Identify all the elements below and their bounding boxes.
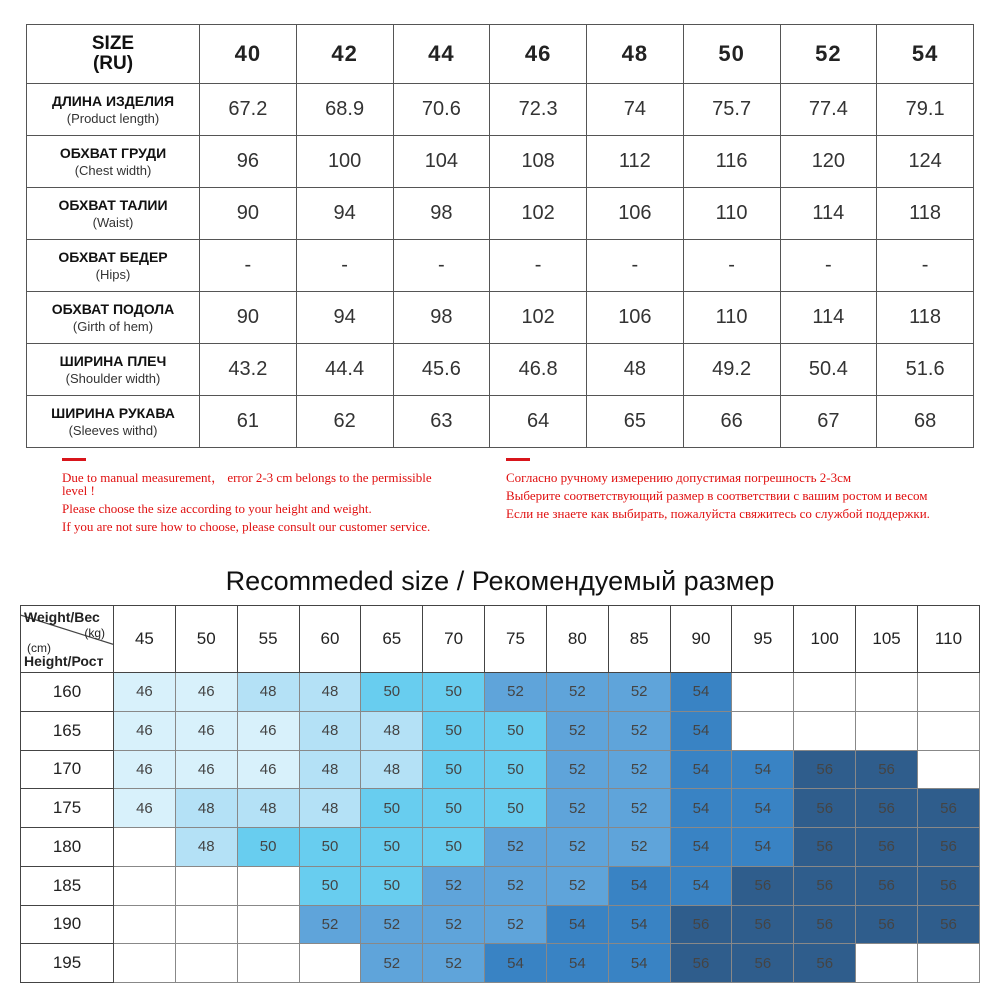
- recommended-size-cell: 50: [423, 828, 485, 867]
- recommended-size-cell: [917, 944, 979, 983]
- recommended-size-cell: 56: [794, 944, 856, 983]
- height-row-header: 180: [21, 828, 114, 867]
- measurement-value: 44.4: [296, 344, 393, 396]
- measurement-name-en: (Girth of hem): [72, 319, 154, 334]
- note-line: Если не знаете как выбирать, пожалуйста свяжитесь со службой поддержки.: [506, 506, 930, 521]
- recommended-size-cell: [237, 944, 299, 983]
- recommended-size-cell: [299, 944, 361, 983]
- size-col-header: 50: [683, 25, 780, 84]
- recommended-size-cell: [794, 673, 856, 712]
- measurement-value: 114: [780, 292, 877, 344]
- recommended-size-cell: 52: [423, 944, 485, 983]
- recommended-size-cell: 50: [361, 828, 423, 867]
- measurement-value: 46.8: [490, 344, 587, 396]
- recommended-size-cell: 52: [608, 789, 670, 828]
- recommended-size-cell: 50: [423, 673, 485, 712]
- recommended-size-cell: 52: [546, 750, 608, 789]
- measurement-name-ru: ОБХВАТ БЕДЕР: [58, 249, 168, 265]
- measurement-value: -: [683, 240, 780, 292]
- recommended-size-cell: 52: [546, 789, 608, 828]
- weight-axis-label: Weight/Вес: [24, 609, 100, 625]
- recommended-size-cell: 48: [237, 673, 299, 712]
- recommended-size-cell: 56: [856, 828, 918, 867]
- size-header-row: [27, 25, 974, 84]
- measurement-value: 120: [780, 136, 877, 188]
- recommended-size-cell: [237, 866, 299, 905]
- measurement-value: 48: [587, 344, 684, 396]
- size-col-header: 42: [296, 25, 393, 84]
- recommended-size-cell: 54: [670, 711, 732, 750]
- recommended-size-cell: 52: [546, 866, 608, 905]
- recommended-size-cell: [175, 866, 237, 905]
- measurement-row: [27, 240, 974, 292]
- measurement-label-cell: [27, 84, 200, 136]
- recommended-size-cell: 46: [114, 673, 176, 712]
- size-label: SIZE: [91, 33, 135, 54]
- accent-bar: [506, 458, 530, 461]
- recommended-size-cell: [856, 944, 918, 983]
- recommended-size-cell: 52: [361, 944, 423, 983]
- recommended-size-cell: 54: [732, 828, 794, 867]
- height-row: [21, 905, 980, 944]
- recommended-size-cell: 46: [175, 673, 237, 712]
- notes-russian: [506, 458, 956, 525]
- recommended-size-cell: 56: [917, 905, 979, 944]
- recommended-size-cell: [114, 944, 176, 983]
- height-row-header: 160: [21, 673, 114, 712]
- recommended-size-cell: 56: [670, 905, 732, 944]
- measurement-value: -: [296, 240, 393, 292]
- measurement-value: 63: [393, 396, 490, 448]
- recommended-size-cell: 54: [608, 944, 670, 983]
- recommended-size-cell: 48: [175, 789, 237, 828]
- measurement-label-cell: [27, 240, 200, 292]
- measurement-row: [27, 84, 974, 136]
- height-row-header: 195: [21, 944, 114, 983]
- size-header-cell: [27, 25, 200, 84]
- measurement-value: 65: [587, 396, 684, 448]
- recommended-size-cell: 56: [917, 866, 979, 905]
- recommended-size-cell: 54: [608, 905, 670, 944]
- measurement-value: 67: [780, 396, 877, 448]
- recommended-size-cell: 56: [794, 866, 856, 905]
- measurement-row: [27, 188, 974, 240]
- recommended-size-cell: 52: [546, 673, 608, 712]
- measurement-value: -: [587, 240, 684, 292]
- recommended-size-cell: 48: [299, 789, 361, 828]
- recommended-size-cell: 52: [485, 828, 547, 867]
- recommended-size-cell: 56: [856, 866, 918, 905]
- measurement-label-cell: [27, 136, 200, 188]
- recommended-size-cell: 48: [299, 750, 361, 789]
- height-row: [21, 711, 980, 750]
- measurement-name-en: (Product length): [66, 111, 160, 126]
- measurement-value: 104: [393, 136, 490, 188]
- recommended-table-body: [21, 673, 980, 983]
- recommended-size-cell: 50: [485, 711, 547, 750]
- measurement-value: 70.6: [393, 84, 490, 136]
- height-row: [21, 866, 980, 905]
- size-col-header: 40: [200, 25, 297, 84]
- recommended-size-cell: [175, 905, 237, 944]
- measurement-label-cell: [27, 292, 200, 344]
- size-region-label: (RU): [92, 53, 134, 74]
- recommended-size-cell: [917, 711, 979, 750]
- height-axis-label: Height/Рост: [24, 653, 104, 669]
- size-chart-table: [26, 24, 974, 448]
- recommended-size-cell: 54: [670, 828, 732, 867]
- size-col-header: 54: [877, 25, 974, 84]
- measurement-value: 66: [683, 396, 780, 448]
- recommended-size-cell: 50: [485, 789, 547, 828]
- measurement-value: 98: [393, 292, 490, 344]
- measurement-name-en: (Chest width): [74, 163, 152, 178]
- measurement-name-en: (Waist): [92, 215, 134, 230]
- height-row-header: 185: [21, 866, 114, 905]
- size-col-header: 48: [587, 25, 684, 84]
- measurement-value: 79.1: [877, 84, 974, 136]
- recommended-size-cell: 52: [608, 711, 670, 750]
- measurement-value: 67.2: [200, 84, 297, 136]
- weight-col-header: 70: [423, 606, 485, 673]
- recommended-size-table: [20, 605, 980, 983]
- recommended-size-cell: [917, 673, 979, 712]
- recommended-size-cell: 46: [175, 750, 237, 789]
- measurement-value: 102: [490, 188, 587, 240]
- measurement-value: 108: [490, 136, 587, 188]
- weight-col-header: 110: [917, 606, 979, 673]
- weight-col-header: 90: [670, 606, 732, 673]
- height-row: [21, 828, 980, 867]
- recommended-size-cell: 48: [361, 750, 423, 789]
- recommended-size-cell: 46: [237, 750, 299, 789]
- measurement-value: 90: [200, 292, 297, 344]
- height-row-header: 170: [21, 750, 114, 789]
- recommended-size-cell: 50: [299, 866, 361, 905]
- weight-col-header: 95: [732, 606, 794, 673]
- measurement-value: 50.4: [780, 344, 877, 396]
- measurement-value: 94: [296, 188, 393, 240]
- notes-english: [62, 458, 442, 538]
- recommended-size-cell: [732, 711, 794, 750]
- weight-col-header: 55: [237, 606, 299, 673]
- measurement-value: 62: [296, 396, 393, 448]
- recommended-size-cell: [917, 750, 979, 789]
- measurement-value: -: [490, 240, 587, 292]
- recommended-size-cell: 46: [114, 711, 176, 750]
- recommended-size-cell: 52: [485, 673, 547, 712]
- measurement-value: 68: [877, 396, 974, 448]
- height-row-header: 190: [21, 905, 114, 944]
- weight-col-header: 100: [794, 606, 856, 673]
- weight-col-header: 75: [485, 606, 547, 673]
- measurement-value: 124: [877, 136, 974, 188]
- recommended-size-cell: 56: [794, 789, 856, 828]
- recommended-size-cell: [114, 905, 176, 944]
- measurement-name-en: (Hips): [95, 267, 131, 282]
- recommended-size-cell: 54: [670, 866, 732, 905]
- recommended-size-cell: 56: [794, 828, 856, 867]
- recommended-size-cell: [237, 905, 299, 944]
- measurement-value: -: [393, 240, 490, 292]
- recommended-size-cell: 52: [608, 673, 670, 712]
- recommended-size-cell: 48: [175, 828, 237, 867]
- measurement-value: 75.7: [683, 84, 780, 136]
- recommended-size-cell: 50: [423, 711, 485, 750]
- recommended-title: Recommeded size / Рекомендуемый размер: [225, 566, 775, 596]
- recommended-size-cell: 50: [361, 866, 423, 905]
- recommended-size-cell: 52: [423, 905, 485, 944]
- recommended-size-cell: 48: [361, 711, 423, 750]
- recommended-size-cell: 56: [856, 750, 918, 789]
- recommended-size-cell: 56: [732, 905, 794, 944]
- recommended-size-cell: 50: [423, 789, 485, 828]
- measurement-name-en: (Sleeves withd): [68, 423, 158, 438]
- measurement-value: 112: [587, 136, 684, 188]
- measurement-value: 64: [490, 396, 587, 448]
- recommended-size-cell: 50: [361, 789, 423, 828]
- measurement-value: 102: [490, 292, 587, 344]
- measurement-value: 77.4: [780, 84, 877, 136]
- recommended-size-cell: 52: [361, 905, 423, 944]
- measurement-name-en: (Shoulder width): [65, 371, 161, 386]
- recommended-size-cell: [856, 673, 918, 712]
- measurement-label-cell: [27, 396, 200, 448]
- measurement-name-ru: ШИРИНА ПЛЕЧ: [59, 353, 167, 369]
- height-row-header: 175: [21, 789, 114, 828]
- weight-col-header: 50: [175, 606, 237, 673]
- recommended-size-cell: 50: [237, 828, 299, 867]
- measurement-row: [27, 344, 974, 396]
- weight-col-header: 65: [361, 606, 423, 673]
- weight-col-header: 105: [856, 606, 918, 673]
- measurement-value: 74: [587, 84, 684, 136]
- size-table-body: [27, 84, 974, 448]
- recommended-size-cell: 56: [917, 789, 979, 828]
- recommended-size-cell: 46: [114, 750, 176, 789]
- height-row: [21, 944, 980, 983]
- measurement-value: 110: [683, 188, 780, 240]
- recommended-size-cell: 56: [732, 866, 794, 905]
- note-line: Due to manual measurement， error 2-3 cm belongs to the permissible level !: [62, 470, 432, 498]
- measurement-name-ru: ДЛИНА ИЗДЕЛИЯ: [51, 93, 175, 109]
- recommended-size-cell: 52: [608, 750, 670, 789]
- recommended-size-cell: 56: [670, 944, 732, 983]
- measurement-value: 116: [683, 136, 780, 188]
- recommended-size-cell: 50: [361, 673, 423, 712]
- recommended-size-cell: [856, 711, 918, 750]
- recommended-size-cell: 56: [856, 789, 918, 828]
- recommended-size-cell: [175, 944, 237, 983]
- measurement-value: 43.2: [200, 344, 297, 396]
- measurement-value: 51.6: [877, 344, 974, 396]
- measurement-value: 68.9: [296, 84, 393, 136]
- recommended-size-cell: 54: [670, 750, 732, 789]
- measurement-row: [27, 292, 974, 344]
- weight-col-header: 85: [608, 606, 670, 673]
- recommended-size-cell: 54: [485, 944, 547, 983]
- recommended-size-cell: [732, 673, 794, 712]
- measurement-value: 118: [877, 188, 974, 240]
- measurement-name-ru: ШИРИНА РУКАВА: [51, 405, 175, 421]
- note-line: Выберите соответствующий размер в соответствии с вашим ростом и весом: [506, 488, 928, 503]
- recommended-size-cell: [794, 711, 856, 750]
- measurement-value: 90: [200, 188, 297, 240]
- height-unit-label: (cm): [27, 641, 51, 655]
- measurement-value: 118: [877, 292, 974, 344]
- measurement-label-cell: [27, 188, 200, 240]
- measurement-value: 114: [780, 188, 877, 240]
- corner-cell: [21, 606, 114, 673]
- recommended-size-cell: 56: [794, 905, 856, 944]
- recommended-size-cell: 54: [732, 750, 794, 789]
- recommended-size-cell: 46: [237, 711, 299, 750]
- measurement-value: -: [877, 240, 974, 292]
- recommended-size-cell: 48: [299, 711, 361, 750]
- recommended-size-cell: 56: [856, 905, 918, 944]
- measurement-value: -: [200, 240, 297, 292]
- measurement-value: 61: [200, 396, 297, 448]
- accent-bar: [62, 458, 86, 461]
- measurement-name-ru: ОБХВАТ ПОДОЛА: [51, 301, 175, 317]
- recommended-size-cell: [114, 866, 176, 905]
- measurement-name-ru: ОБХВАТ ТАЛИИ: [58, 197, 168, 213]
- weight-col-header: 80: [546, 606, 608, 673]
- recommended-size-cell: 52: [485, 866, 547, 905]
- recommended-size-cell: 52: [485, 905, 547, 944]
- note-line: Please choose the size according to your height and weight.: [62, 501, 372, 516]
- measurement-value: 72.3: [490, 84, 587, 136]
- weight-header-row: [21, 606, 980, 673]
- measurement-name-ru: ОБХВАТ ГРУДИ: [59, 145, 167, 161]
- recommended-size-cell: 56: [917, 828, 979, 867]
- recommended-size-cell: 50: [423, 750, 485, 789]
- measurement-value: 49.2: [683, 344, 780, 396]
- note-line: If you are not sure how to choose, please consult our customer service.: [62, 519, 431, 534]
- measurement-value: -: [780, 240, 877, 292]
- measurement-value: 45.6: [393, 344, 490, 396]
- recommended-size-cell: 48: [237, 789, 299, 828]
- measurement-row: [27, 136, 974, 188]
- measurement-label-cell: [27, 344, 200, 396]
- height-row-header: 165: [21, 711, 114, 750]
- recommended-size-cell: [114, 828, 176, 867]
- height-row: [21, 789, 980, 828]
- recommended-size-cell: 54: [546, 905, 608, 944]
- size-col-header: 52: [780, 25, 877, 84]
- size-col-header: 44: [393, 25, 490, 84]
- recommended-size-cell: 52: [546, 828, 608, 867]
- recommended-size-cell: 54: [670, 789, 732, 828]
- note-line: Согласно ручному измерению допустимая погрешность 2-3см: [506, 470, 852, 485]
- recommended-size-cell: 50: [485, 750, 547, 789]
- recommended-size-cell: 54: [608, 866, 670, 905]
- height-row: [21, 673, 980, 712]
- measurement-row: [27, 396, 974, 448]
- recommended-size-cell: 56: [794, 750, 856, 789]
- weight-col-header: 60: [299, 606, 361, 673]
- measurement-value: 98: [393, 188, 490, 240]
- measurement-value: 94: [296, 292, 393, 344]
- size-col-header: 46: [490, 25, 587, 84]
- recommended-size-cell: 54: [670, 673, 732, 712]
- measurement-value: 106: [587, 292, 684, 344]
- measurement-value: 110: [683, 292, 780, 344]
- recommended-size-cell: 52: [546, 711, 608, 750]
- recommended-size-cell: 54: [732, 789, 794, 828]
- recommended-size-cell: 56: [732, 944, 794, 983]
- recommended-size-cell: 52: [423, 866, 485, 905]
- height-row: [21, 750, 980, 789]
- measurement-value: 106: [587, 188, 684, 240]
- recommended-size-cell: 46: [114, 789, 176, 828]
- recommended-size-cell: 48: [299, 673, 361, 712]
- recommended-size-cell: 52: [299, 905, 361, 944]
- measurement-value: 96: [200, 136, 297, 188]
- weight-unit-label: (kg): [84, 626, 105, 640]
- recommended-size-cell: 50: [299, 828, 361, 867]
- measurement-value: 100: [296, 136, 393, 188]
- recommended-size-cell: 52: [608, 828, 670, 867]
- recommended-size-cell: 46: [175, 711, 237, 750]
- recommended-size-cell: 54: [546, 944, 608, 983]
- weight-col-header: 45: [114, 606, 176, 673]
